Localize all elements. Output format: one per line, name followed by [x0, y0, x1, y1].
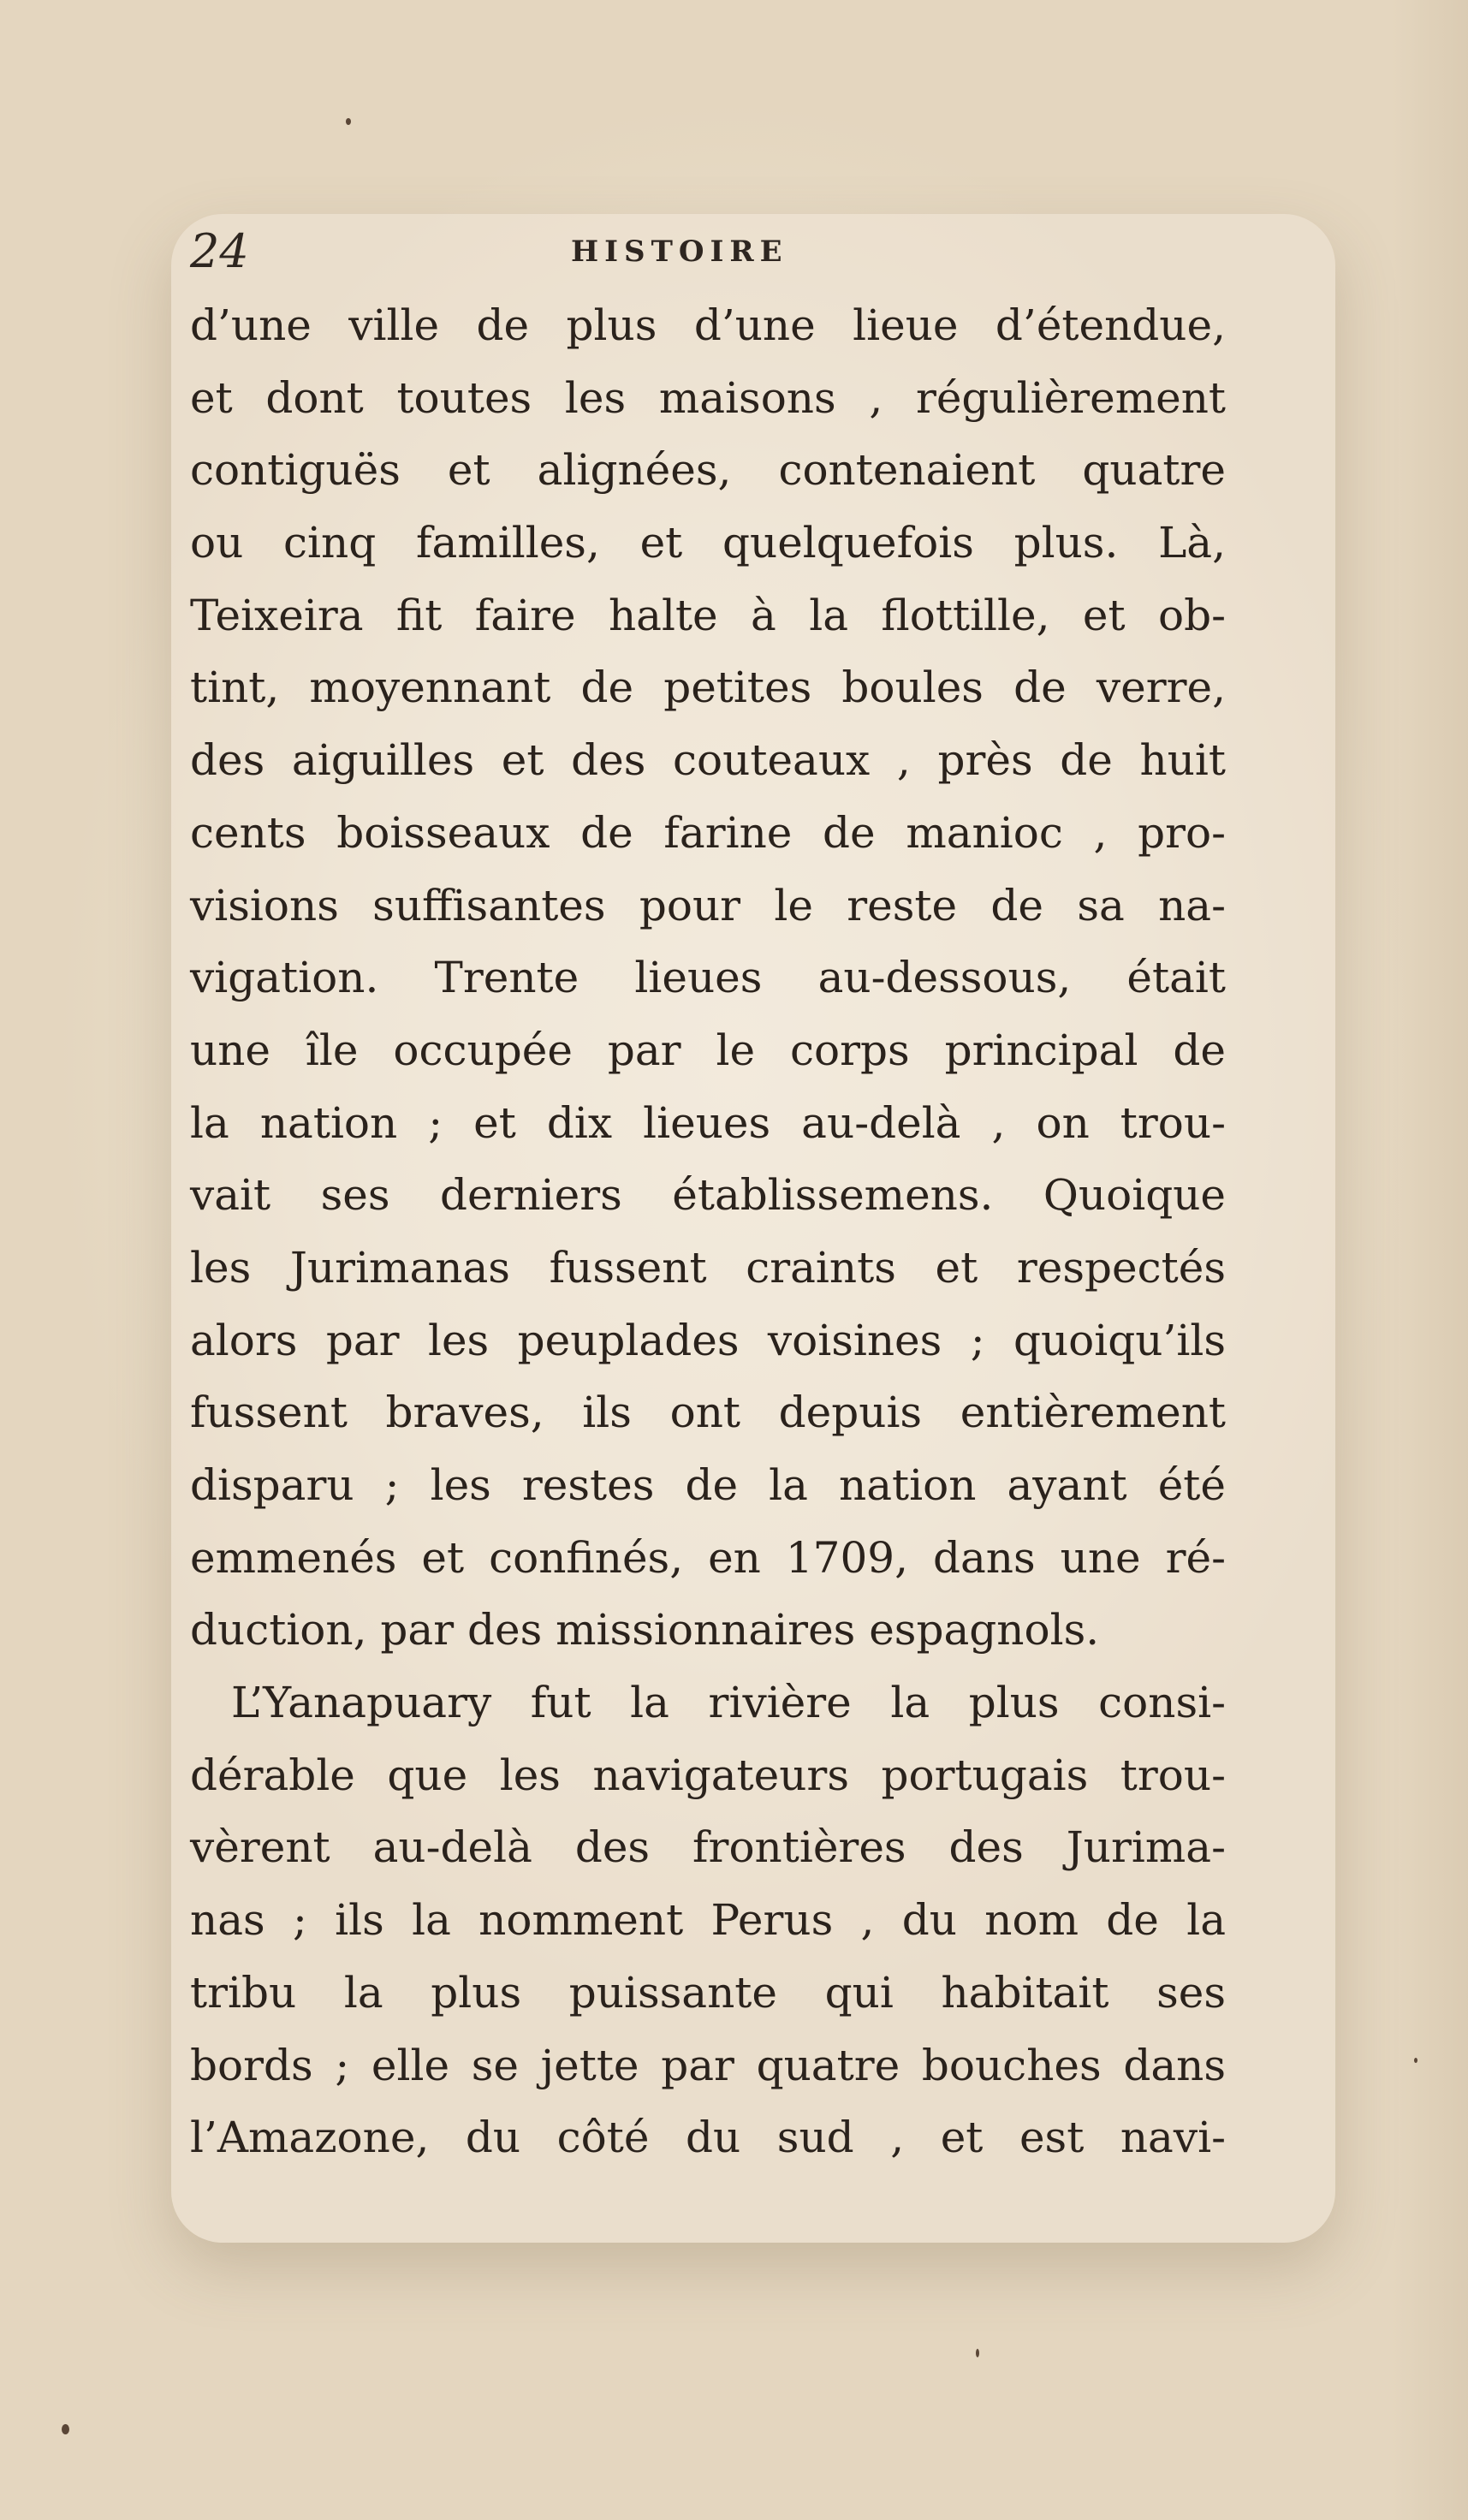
- text-line: ou cinq familles, et quelquefois plus. Là,: [190, 518, 1226, 568]
- paragraph-1: [190, 289, 1226, 1667]
- text-line: les Jurimanas fussent craints et respectés: [190, 1242, 1226, 1293]
- text-line: disparu ; les restes de la nation ayant été: [190, 1460, 1226, 1510]
- text-line: et dont toutes les maisons , régulièrement: [190, 372, 1226, 423]
- text-line: duction, par des missionnaires espagnols.: [190, 1605, 1100, 1655]
- ink-speck: [1414, 2058, 1417, 2063]
- text-line: tint, moyennant de petites boules de verre,: [190, 663, 1226, 713]
- text-line: nas ; ils la nomment Perus , du nom de la: [190, 1895, 1226, 1946]
- text-line: l’Amazone, du côté du sud , et est navi-: [190, 2113, 1226, 2163]
- text-line: dérable que les navigateurs portugais trou-: [190, 1750, 1226, 1800]
- page-number: 24: [190, 224, 249, 278]
- body-text: [190, 289, 1226, 2174]
- text-line: vait ses derniers établissemens. Quoique: [190, 1170, 1226, 1221]
- page-edge-shadow: [1391, 0, 1468, 2520]
- text-line: Teixeira fit faire halte à la flottille, et ob-: [190, 590, 1226, 640]
- text-line: contiguës et alignées, contenaient quatre: [190, 445, 1226, 496]
- text-line: d’une ville de plus d’une lieue d’étendue,: [190, 300, 1226, 350]
- text-line: bords ; elle se jette par quatre bouches dans: [190, 2040, 1226, 2090]
- text-line: une île occupée par le corps principal de: [190, 1025, 1226, 1075]
- ink-speck: [346, 118, 351, 125]
- text-line: des aiguilles et des couteaux , près de huit: [190, 735, 1226, 786]
- ink-speck: [62, 2424, 69, 2434]
- text-line: vigation. Trente lieues au-dessous, était: [190, 953, 1226, 1003]
- text-line: la nation ; et dix lieues au-delà , on trou-: [190, 1097, 1226, 1148]
- text-line: cents boisseaux de farine de manioc , pro-: [190, 807, 1226, 858]
- text-line: visions suffisantes pour le reste de sa na-: [190, 880, 1226, 930]
- text-line: tribu la plus puissante qui habitait ses: [190, 1967, 1226, 2018]
- running-head: HISTOIRE: [571, 235, 788, 269]
- paragraph-2: [190, 1667, 1226, 2174]
- page-header: [190, 224, 1303, 284]
- text-line: alors par les peuplades voisines ; quoiqu’ils: [190, 1315, 1226, 1365]
- text-line: emmenés et confinés, en 1709, dans une ré-: [190, 1532, 1226, 1583]
- text-line: vèrent au-delà des frontières des Jurima-: [190, 1822, 1226, 1873]
- text-line: L’Yanapuary fut la rivière la plus consi-: [231, 1678, 1226, 1728]
- ink-speck: [976, 2349, 979, 2357]
- text-line: fussent braves, ils ont depuis entièrement: [190, 1388, 1226, 1438]
